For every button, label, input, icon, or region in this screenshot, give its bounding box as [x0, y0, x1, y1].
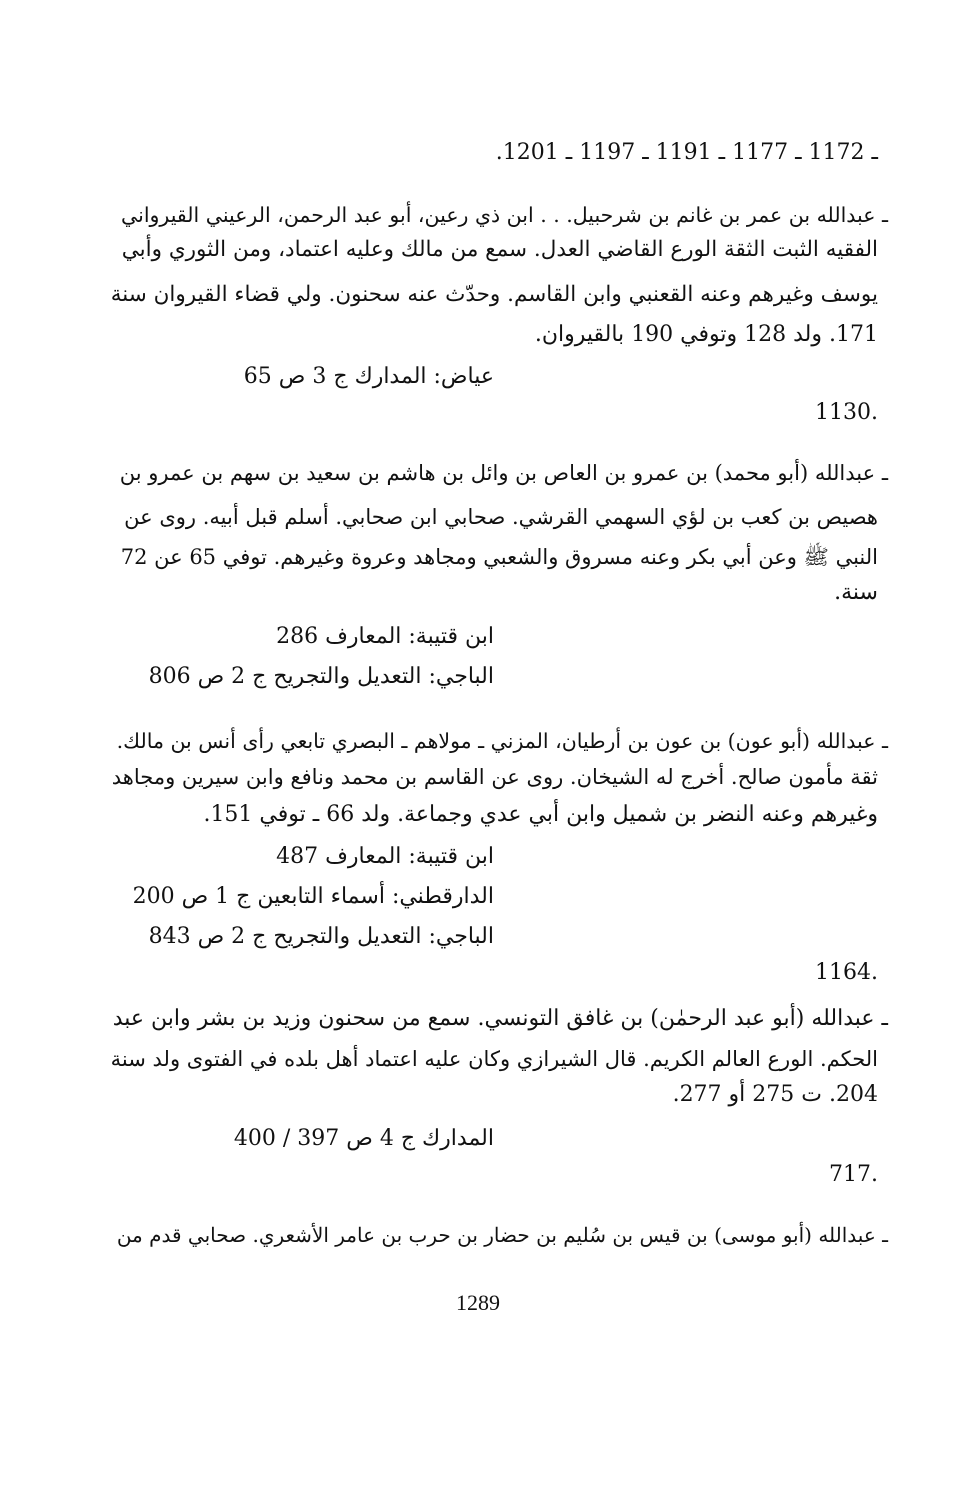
entry-3-ref-3: الباجي: التعديل والتجريح ج 2 ص 843	[148, 924, 494, 949]
entry-2-line-1: ـ عبدالله (أبو محمد) بن عمرو بن العاص بن وائل بن هاشم بن سعيد بن سهم بن عمرو بن	[119, 461, 888, 485]
entry-2-line-2: هصيص بن كعب بن لؤي السهمي القرشي. صحابي ابن صحابي. أسلم قبل أبيه. روى عن	[124, 505, 878, 529]
entry-1-number: 1130.	[815, 400, 878, 425]
entry-3-ref-1: ابن قتيبة: المعارف 487	[276, 844, 494, 869]
entry-3-number: 1164.	[815, 960, 878, 985]
entry-2-line-4: سنة.	[834, 580, 878, 605]
entry-3-ref-2: الدارقطني: أسماء التابعين ج 1 ص 200	[132, 884, 494, 909]
entry-1-line-2: الفقيه الثبت الثقة الورع القاضي العدل. سمع من مالك وعليه اعتماد، ومن الثوري وأبي	[121, 237, 878, 262]
entry-3-line-2: ثقة مأمون صالح. أخرج له الشيخان. روى عن القاسم بن محمد ونافع وابن سيرين ومجاهد	[111, 765, 878, 789]
header-numbers-line: ـ 1172 ـ 1177 ـ 1191 ـ 1197 ـ 1201.	[495, 140, 878, 165]
entry-2-ref-2: الباجي: التعديل والتجريح ج 2 ص 806	[148, 664, 494, 689]
entry-4-line-3: 204. ت 275 أو 277.	[672, 1082, 878, 1107]
entry-1-line-3: يوسف وغيرهم وعنه القعنبي وابن القاسم. وحدّث عنه سحنون. ولي قضاء القيروان سنة	[110, 282, 878, 307]
entry-4-line-1: ـ عبدالله (أبو عبد الرحمٰن) بن غافق التونسي. سمع من سحنون وزيد بن بشر وابن عبد	[112, 1006, 888, 1031]
entry-5-line-1: ـ عبدالله (أبو موسى) بن قيس بن سُليم بن حضار بن حرب بن عامر الأشعري. صحابي قدم من	[116, 1223, 888, 1247]
entry-1-line-4: 171. ولد 128 وتوفي 190 بالقيروان.	[534, 322, 878, 347]
entry-2-line-3: النبي ﷺ وعن أبي بكر وعنه مسروق والشعبي ومجاهد وعروة وغيرهم. توفي 65 عن 72	[120, 545, 878, 569]
entry-1-line-1: ـ عبدالله بن عمر بن غانم بن شرحبيل. . . ابن ذي رعين، أبو عبد الرحمن، الرعيني القيرواني	[121, 203, 888, 227]
entry-3-line-3: وغيرهم وعنه النضر بن شميل وابن أبي عدي وجماعة. ولد 66 ـ توفي 151.	[203, 802, 878, 827]
entry-4-ref-1: المدارك ج 4 ص 397 / 400	[233, 1126, 494, 1151]
entry-2-ref-1: ابن قتيبة: المعارف 286	[276, 624, 494, 649]
page-number: 1289	[456, 1290, 500, 1315]
entry-3-line-1: ـ عبدالله (أبو عون) بن عون بن أرطيان، المزني ـ مولاهم ـ البصري تابعي رأى أنس بن مالك.	[116, 729, 888, 753]
entry-1-ref-1: عياض: المدارك ج 3 ص 65	[243, 364, 494, 389]
entry-4-number: 717.	[829, 1162, 878, 1187]
entry-4-line-2: الحكم. الورع العالم الكريم. قال الشيرازي وكان عليه اعتماد أهل بلده في الفتوى ولد سنة	[110, 1047, 878, 1071]
